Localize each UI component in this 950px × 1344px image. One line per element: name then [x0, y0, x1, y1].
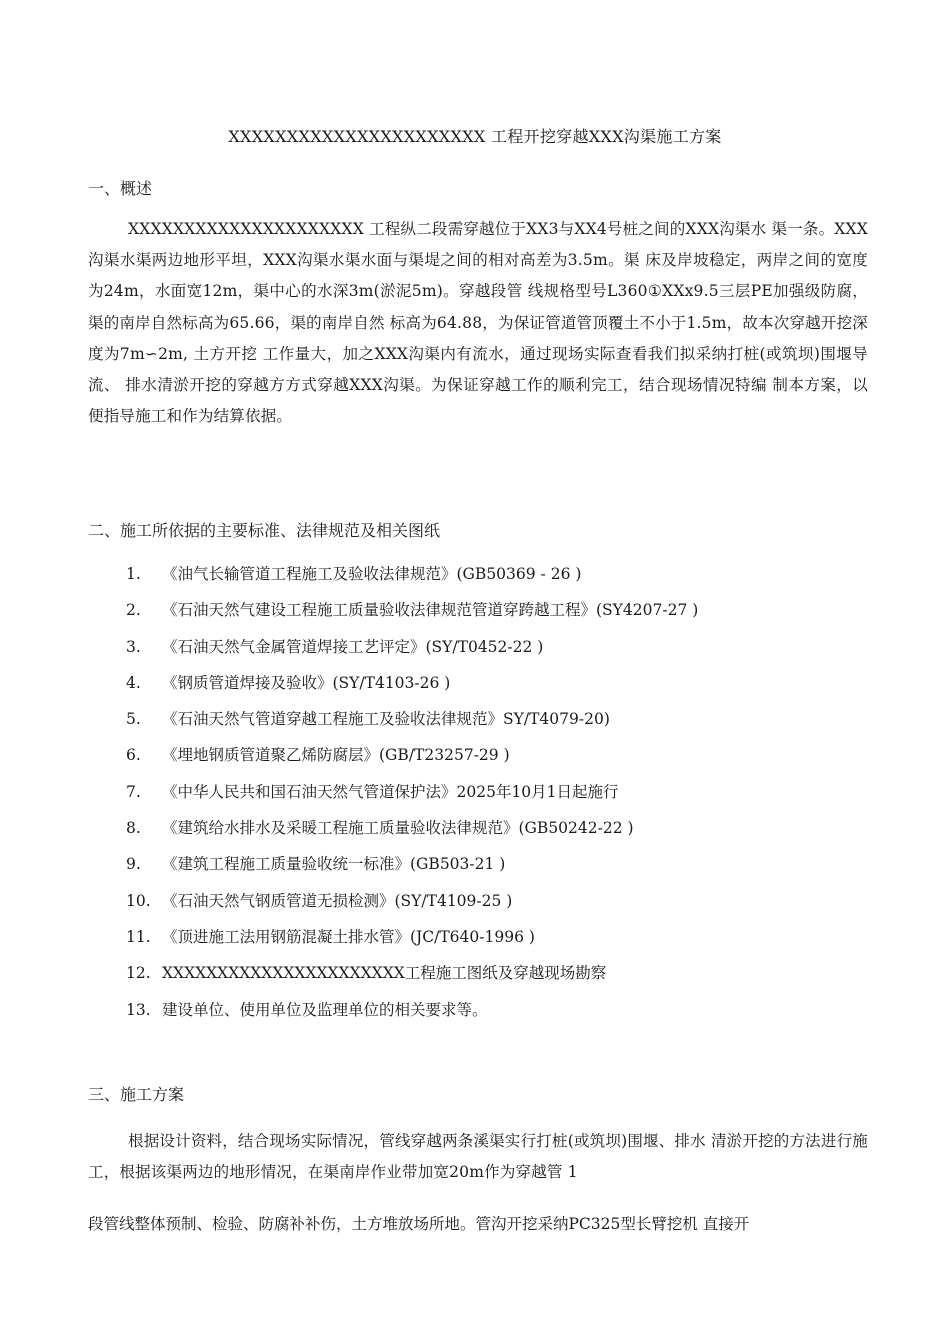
- list-item-number: 10.: [126, 891, 151, 910]
- list-item-number: 12.: [126, 964, 151, 983]
- list-item: [126, 671, 698, 707]
- list-item-text: 《建筑给水排水及采暖工程施工质量验收法律规范》(GB50242-22 ): [162, 819, 634, 838]
- standards-list: [126, 562, 698, 1034]
- list-item-text: 《油气长输管道工程施工及验收法律规范》(GB50369 - 26 ): [162, 565, 582, 583]
- list-item: [126, 961, 698, 997]
- section-heading-standards: 二、施工所依据的主要标准、法律规范及相关图纸: [88, 521, 441, 540]
- list-item-number: 13.: [126, 1000, 151, 1019]
- list-item: [126, 598, 698, 634]
- plan-continuation-line: 段管线整体预制、检验、防腐补补伤，土方堆放场所地。管沟开挖采纳PC325型长臂挖机 直接开: [88, 1215, 750, 1233]
- list-item-number: 1.: [126, 565, 141, 583]
- list-item: [126, 635, 698, 671]
- list-item-text: 《石油天然气建设工程施工质量验收法律规范管道穿跨越工程》(SY4207-27 ): [162, 601, 699, 620]
- list-item: [126, 707, 698, 743]
- list-item: [126, 889, 698, 925]
- list-item-number: 6.: [126, 746, 141, 765]
- list-item-text: 《石油天然气钢质管道无损检测》(SY/T4109-25 ): [162, 891, 513, 910]
- list-item-number: 5.: [126, 710, 141, 729]
- list-item-text: 建设单位、使用单位及监理单位的相关要求等。: [162, 1000, 488, 1019]
- list-item-text: 《建筑工程施工质量验收统一标准》(GB503-21 ): [162, 855, 506, 874]
- list-item: [126, 998, 698, 1034]
- list-item-text: 《石油天然气管道穿越工程施工及验收法律规范》SY/T4079-20): [162, 710, 610, 729]
- document-title: XXXXXXXXXXXXXXXXXXXXXX 工程开挖穿越XXX沟渠施工方案: [228, 127, 722, 146]
- list-item-text: 《钢质管道焊接及验收》(SY/T4103-26 ): [162, 673, 451, 692]
- list-item-number: 9.: [126, 855, 141, 874]
- list-item-number: 11.: [126, 927, 151, 946]
- plan-paragraph-text: 根据设计资料，结合现场实际情况，管线穿越两条溪渠实行打桩(或筑坝)围堰、排水 清淤开挖的方法进行施工，根据该渠两边的地形情况，在渠南岸作业带加宽20m作为穿越管 1: [88, 1132, 868, 1182]
- section-heading-overview: 一、概述: [88, 179, 153, 198]
- list-item: [126, 925, 698, 961]
- list-item: [126, 852, 698, 888]
- list-item: [126, 780, 698, 816]
- list-item: [126, 743, 698, 779]
- list-item-text: XXXXXXXXXXXXXXXXXXXXXX工程施工图纸及穿越现场勘察: [162, 964, 607, 983]
- list-item: [126, 816, 698, 852]
- overview-paragraph: [88, 214, 868, 432]
- section-heading-plan: 三、施工方案: [88, 1085, 185, 1104]
- list-item-number: 3.: [126, 637, 141, 656]
- list-item: [126, 562, 698, 598]
- overview-paragraph-text: XXXXXXXXXXXXXXXXXXXXX 工程纵二段需穿越位于XX3与XX4号桩之间的XXX沟渠水 渠一条。XXX沟渠水渠两边地形平坦，XXX沟渠水渠水面与渠堤之间的相对高差为3.5m。渠 床及岸坡稳定，两岸之间的宽度为24m，水面宽12m，渠中心的水深3m(淤泥5m)。穿越段管 线规格型号L360①XXx9.5三层PE加强级防腐，渠的南岸自然标高为65.66，渠的南岸自然 标高为64.88，为保证管道管顶覆土不小于1.5m，故本次穿越开挖深度为7m∽2m, 土方开挖 工作量大，加之XXX沟渠内有流水，通过现场实际查看我们拟采纳打桩(或筑坝)围堰导流、 排水清淤开挖的穿越方方式穿越XXX沟渠。为保证穿越工作的顺利完工，结合现场情况特编 制本方案，以便指导施工和作为结算依据。: [88, 220, 868, 426]
- list-item-number: 4.: [126, 673, 141, 692]
- list-item-text: 《石油天然气金属管道焊接工艺评定》(SY/T0452-22 ): [162, 637, 544, 656]
- list-item-text: 《埋地钢质管道聚乙烯防腐层》(GB/T23257-29 ): [162, 746, 510, 765]
- list-item-text: 《中华人民共和国石油天然气管道保护法》2025年10月1日起施行: [162, 782, 619, 801]
- list-item-number: 8.: [126, 819, 141, 838]
- plan-paragraph: [88, 1126, 868, 1188]
- list-item-text: 《顶进施工法用钢筋混凝土排水管》(JC/T640-1996 ): [162, 927, 535, 946]
- list-item-number: 7.: [126, 782, 141, 801]
- list-item-number: 2.: [126, 601, 141, 620]
